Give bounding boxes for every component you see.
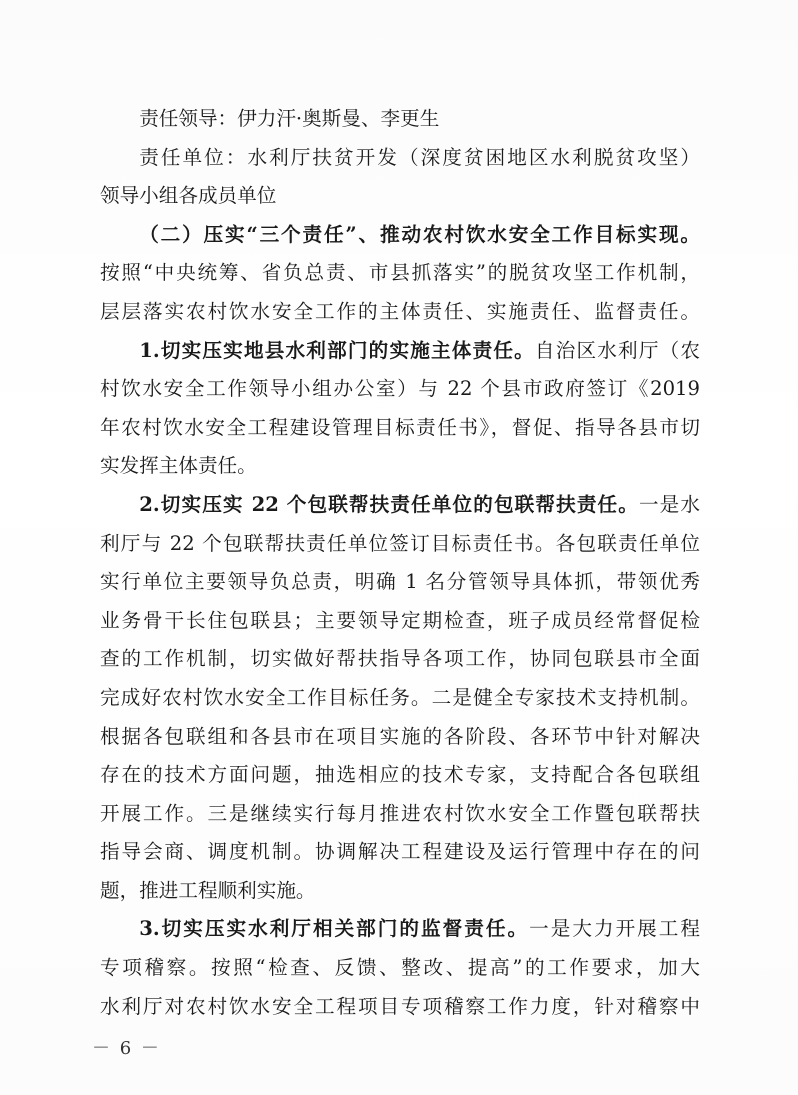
- section-intro-line: 按照“中央统筹、省负总责、市县抓落实”的脱贫攻坚工作机制，: [100, 261, 700, 285]
- item2-line: [100, 486, 700, 525]
- item1-text: 自治区水利厅（农: [534, 338, 700, 362]
- leader-value: 伊力汗·奥斯曼、李更生: [237, 107, 440, 130]
- item2-line: 题，推进工程顺利实施。: [100, 878, 316, 902]
- unit-value: 水利厅扶贫开发（深度贫困地区水利脱贫攻坚）: [247, 145, 700, 169]
- page-number: － 6 －: [92, 1038, 161, 1059]
- item2-text: 一是水: [638, 492, 700, 516]
- section-intro-line: 层层落实农村饮水安全工作的主体责任、实施责任、监督责任。: [100, 299, 700, 323]
- item3-line: [100, 910, 700, 949]
- item2-line: 指导会商、调度机制。协调解决工程建设及运行管理中存在的问: [100, 840, 700, 864]
- item1-line: 年农村饮水安全工程建设管理目标责任书》，督促、指导各县市切: [100, 415, 700, 439]
- item2-line: 利厅与 22 个包联帮扶责任单位签订目标责任书。各包联责任单位: [100, 531, 700, 555]
- item2-heading: 2.切实压实 22 个包联帮扶责任单位的包联帮扶责任。: [139, 492, 639, 516]
- item2-line: 实行单位主要领导负总责，明确 1 名分管领导具体抓，带领优秀: [100, 570, 700, 594]
- item2-line: 业务骨干长住包联县；主要领导定期检查，班子成员经常督促检: [100, 608, 700, 632]
- item3-heading: 3.切实压实水利厅相关部门的监督责任。: [139, 917, 530, 941]
- item3-text: 一是大力开展工程: [529, 917, 700, 941]
- item1-heading: 1.切实压实地县水利部门的实施主体责任。: [139, 338, 535, 362]
- item1-line: 实发挥主体责任。: [100, 454, 257, 478]
- responsible-leader-line: [100, 100, 700, 139]
- document-body: [100, 100, 700, 1026]
- item2-line: 根据各包联组和各县市在项目实施的各阶段、各环节中针对解决: [100, 724, 700, 748]
- item1-line: 村饮水安全工作领导小组办公室）与 22 个县市政府签订《2019: [100, 377, 700, 401]
- leader-label: 责任领导：: [139, 107, 238, 130]
- item2-line: 查的工作机制，切实做好帮扶指导各项工作，协同包联县市全面: [100, 647, 700, 671]
- item2-line: 存在的技术方面问题，抽选相应的技术专家，支持配合各包联组: [100, 763, 700, 787]
- item2-line: 完成好农村饮水安全工作目标任务。二是健全专家技术支持机制。: [100, 685, 700, 709]
- unit-label: 责任单位：: [139, 145, 248, 169]
- item1-line: [100, 332, 700, 371]
- responsible-unit-line-2: 领导小组各成员单位: [100, 184, 277, 208]
- item3-line: 专项稽察。按照“检查、反馈、整改、提高”的工作要求，加大: [100, 956, 700, 980]
- section-heading: （二）压实“三个责任”、推动农村饮水安全工作目标实现。: [139, 222, 700, 246]
- responsible-unit-line: [100, 139, 700, 178]
- item3-line: 水利厅对农村饮水安全工程项目专项稽察工作力度，针对稽察中: [100, 994, 700, 1018]
- item2-line: 开展工作。三是继续实行每月推进农村饮水安全工作暨包联帮扶: [100, 801, 700, 825]
